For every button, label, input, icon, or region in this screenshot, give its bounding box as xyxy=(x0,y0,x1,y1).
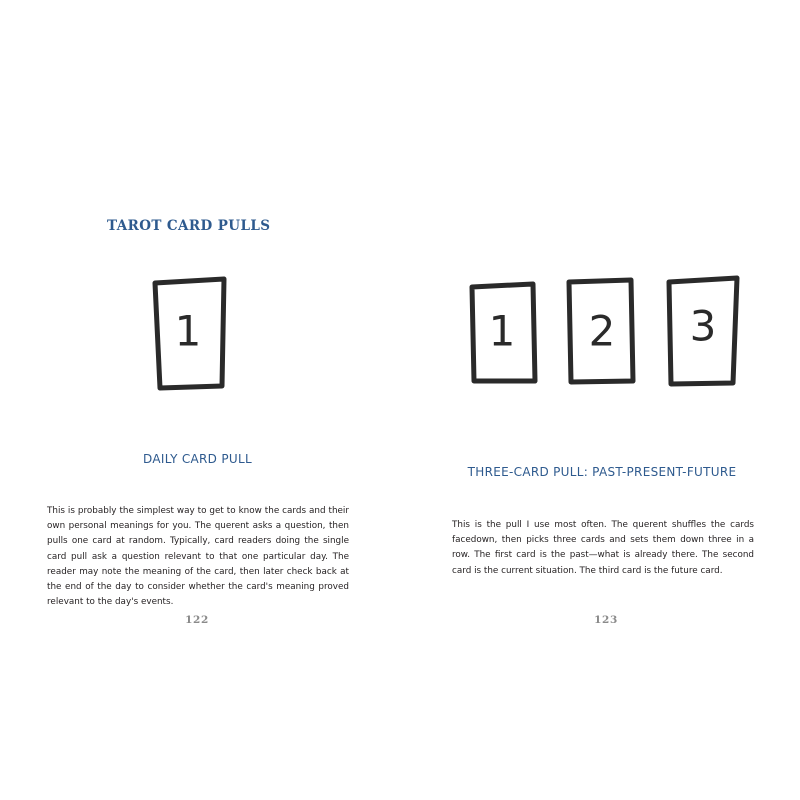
three-card-illustration xyxy=(465,268,745,390)
card-3 xyxy=(669,278,737,384)
single-card-illustration xyxy=(148,272,232,394)
card-2 xyxy=(569,280,633,382)
section-title: TAROT CARD PULLS xyxy=(107,218,271,234)
page-number: 122 xyxy=(185,614,209,626)
three-card-pull-body: This is the pull I use most often. The querent shuffles the cards facedown, then picks three cards and sets them down three in a row. The first card is the past—what is already there. The second card is the current situation. The third card is the future card. xyxy=(452,520,754,576)
daily-card-pull-body: This is probably the simplest way to get to know the cards and their own personal meanings for you. The querent asks a question, then pulls one card at random. Typically, card readers doing the single card pull ask a question relevant to that one particular day. The reader may note the meaning of the card, then later check back at the end of the day to consider whether the card's meaning proved relevant to the day's events. xyxy=(47,506,349,608)
right-page xyxy=(400,0,800,800)
card-number: 1 xyxy=(174,306,202,356)
page-number: 123 xyxy=(594,614,618,626)
three-card-pull-heading: THREE-CARD PULL: PAST-PRESENT-FUTURE xyxy=(467,465,737,479)
card-number: 3 xyxy=(689,301,717,351)
card-1 xyxy=(155,279,224,388)
card-number: 1 xyxy=(488,306,516,356)
daily-card-pull-heading: DAILY CARD PULL xyxy=(143,452,252,466)
card-number: 2 xyxy=(588,306,616,356)
card-1 xyxy=(472,284,535,381)
